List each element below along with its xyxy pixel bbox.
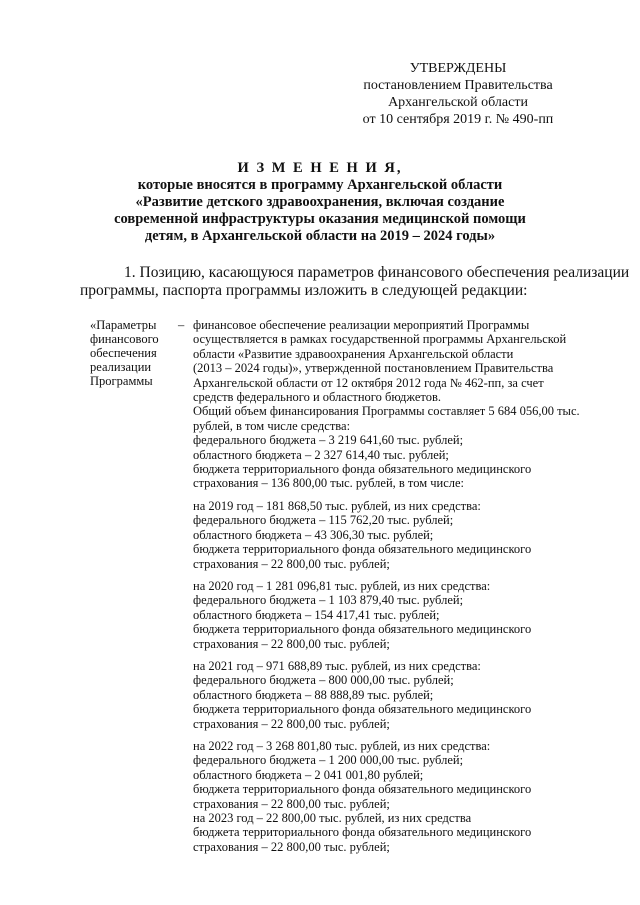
text-line: областного бюджета – 2 041 001,80 рублей; <box>193 767 424 782</box>
text-line: областного бюджета – 88 888,89 тыс. рублей; <box>193 687 434 702</box>
text-line: Общий объем финансирования Программы составляет 5 684 056,00 тыс. <box>193 404 580 419</box>
text-line: бюджета территориального фонда обязательного медицинского <box>193 462 532 477</box>
parameter-value <box>193 318 593 854</box>
text-line: федерального бюджета – 800 000,00 тыс. рублей; <box>193 673 454 688</box>
text-line: осуществляется в рамках государственной программы Архангельской <box>193 332 567 347</box>
parameter-label <box>90 318 170 388</box>
document-title <box>80 160 560 245</box>
year-2020-block <box>193 579 593 651</box>
text-line: рублей, в том числе средства: <box>193 418 351 433</box>
text-line: бюджета территориального фонда обязательного медицинского <box>193 782 532 797</box>
parameter-label-line: «Параметры <box>90 318 157 332</box>
paragraph-line: программы, паспорта программы изложить в следующей редакции: <box>80 282 528 299</box>
year-2022-2023-block <box>193 739 593 854</box>
title-heading: И З М Е Н Е Н И Я, <box>237 160 403 176</box>
text-line: федерального бюджета – 1 103 879,40 тыс. рублей; <box>193 593 464 608</box>
parameter-label-line: Программы <box>90 374 153 388</box>
year-2019-block <box>193 499 593 571</box>
text-line: финансовое обеспечение реализации мероприятий Программы <box>193 318 530 332</box>
approval-line: УТВЕРЖДЕНЫ <box>409 61 507 76</box>
text-line: страхования – 22 800,00 тыс. рублей; <box>193 636 390 651</box>
text-line: областного бюджета – 43 306,30 тыс. рублей; <box>193 527 434 542</box>
text-line: федерального бюджета – 3 219 641,60 тыс. рублей; <box>193 433 464 448</box>
parameter-label-line: реализации <box>90 360 152 374</box>
text-line: Архангельской области от 12 октября 2012 года № 462-пп, за счет <box>193 375 544 390</box>
text-line: страхования – 22 800,00 тыс. рублей; <box>193 716 390 731</box>
text-line: бюджета территориального фонда обязательного медицинского <box>193 825 532 840</box>
approval-line: Архангельской области <box>388 95 528 110</box>
parameter-label-line: обеспечения <box>90 346 157 360</box>
text-line: области «Развитие здравоохранения Архангельской области <box>193 346 514 361</box>
paragraph-1 <box>80 264 630 300</box>
text-line: на 2019 год – 181 868,50 тыс. рублей, из них средства: <box>193 498 481 513</box>
text-line: областного бюджета – 154 417,41 тыс. рублей; <box>193 607 440 622</box>
approval-line: от 10 сентября 2019 г. № 490-пп <box>362 112 554 127</box>
paragraph-line: 1. Позицию, касающуюся параметров финансового обеспечения реализации <box>124 264 630 281</box>
text-line: средств федерального и областного бюджетов. <box>193 390 442 405</box>
text-line: страхования – 136 800,00 тыс. рублей, в том числе: <box>193 476 465 491</box>
text-line: страхования – 22 800,00 тыс. рублей; <box>193 796 390 811</box>
text-line: бюджета территориального фонда обязательного медицинского <box>193 622 532 637</box>
title-line: «Развитие детского здравоохранения, включая создание <box>135 194 505 210</box>
separator-dash: – <box>178 318 185 332</box>
title-line: которые вносятся в программу Архангельской области <box>137 177 503 193</box>
intro-block <box>193 318 593 491</box>
text-line: страхования – 22 800,00 тыс. рублей; <box>193 556 390 571</box>
text-line: бюджета территориального фонда обязательного медицинского <box>193 542 532 557</box>
text-line: на 2022 год – 3 268 801,80 тыс. рублей, из них средства: <box>193 738 491 753</box>
text-line: бюджета территориального фонда обязательного медицинского <box>193 702 532 717</box>
text-line: на 2021 год – 971 688,89 тыс. рублей, из них средства: <box>193 658 481 673</box>
text-line: (2013 – 2024 годы)», утвержденной постановлением Правительства <box>193 361 554 376</box>
text-line: федерального бюджета – 1 200 000,00 тыс. рублей; <box>193 753 464 768</box>
year-2021-block <box>193 659 593 731</box>
text-line: областного бюджета – 2 327 614,40 тыс. рублей; <box>193 447 449 462</box>
approval-stamp <box>328 60 588 128</box>
approval-line: постановлением Правительства <box>363 78 553 93</box>
title-line: детям, в Архангельской области на 2019 – 2024 годы» <box>144 228 496 244</box>
text-line: федерального бюджета – 115 762,20 тыс. рублей; <box>193 513 454 528</box>
text-line: на 2020 год – 1 281 096,81 тыс. рублей, из них средства: <box>193 578 491 593</box>
text-line: страхования – 22 800,00 тыс. рублей; <box>193 839 390 854</box>
text-line: на 2023 год – 22 800,00 тыс. рублей, из них средства <box>193 811 472 825</box>
title-line: современной инфраструктуры оказания медицинской помощи <box>114 211 526 227</box>
parameter-label-line: финансового <box>90 332 159 346</box>
